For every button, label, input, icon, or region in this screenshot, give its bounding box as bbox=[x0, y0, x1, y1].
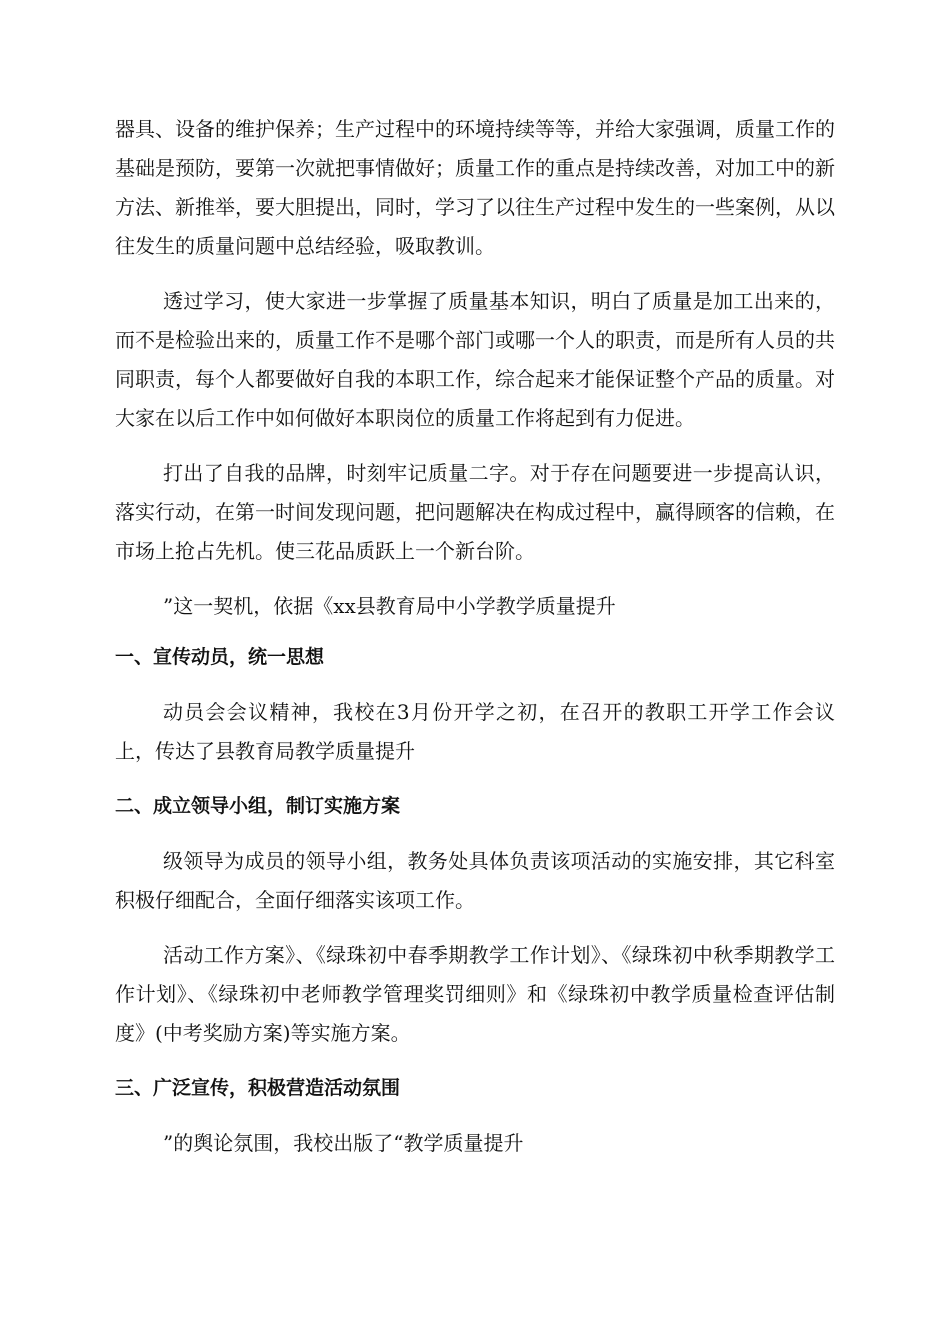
section-heading-leadership: 二、成立领导小组，制订实施方案 bbox=[115, 795, 401, 817]
paragraph-opportunity: ”这一契机，依据《xx县教育局中小学教学质量提升 bbox=[163, 594, 616, 618]
paragraph-mobilization: 动员会会议精神，我校在3月份开学之初，在召开的教职工开学工作会议上，传达了县教育局教学质量提升 bbox=[115, 700, 835, 763]
paragraph-publicity: ”的舆论氛围，我校出版了“教学质量提升 bbox=[163, 1131, 524, 1155]
document-page bbox=[115, 110, 835, 1179]
section-heading-mobilization: 一、宣传动员，统一思想 bbox=[115, 646, 325, 668]
paragraph-implementation-plans: 活动工作方案》、《绿珠初中春季期教学工作计划》、《绿珠初中秋季期教学工作计划》、《绿珠初中老师教学管理奖罚细则》和《绿珠初中教学质量检查评估制度》(中考奖励方案)等实施方案。 bbox=[115, 943, 835, 1045]
paragraph-learning-outcome: 透过学习，使大家进一步掌握了质量基本知识，明白了质量是加工出来的，而不是检验出来的，质量工作不是哪个部门或哪一个人的职责，而是所有人员的共同职责，每个人都要做好自我的本职工作，综合起来才能保证整个产品的质量。对大家在以后工作中如何做好本职岗位的质量工作将起到有力促进。 bbox=[115, 289, 835, 430]
paragraph-brand: 打出了自我的品牌，时刻牢记质量二字。对于存在问题要进一步提高认识，落实行动，在第一时间发现问题，把问题解决在构成过程中，赢得顾客的信赖，在市场上抢占先机。使三花品质跃上一个新台阶。 bbox=[115, 461, 835, 563]
section-heading-publicity: 三、广泛宣传，积极营造活动氛围 bbox=[115, 1077, 401, 1099]
paragraph-leadership-group: 级领导为成员的领导小组，教务处具体负责该项活动的实施安排，其它科室积极仔细配合，全面仔细落实该项工作。 bbox=[115, 849, 835, 912]
paragraph-quality-maintenance: 器具、设备的维护保养；生产过程中的环境持续等等，并给大家强调，质量工作的基础是预防，要第一次就把事情做好；质量工作的重点是持续改善，对加工中的新方法、新推举，要大胆提出，同时，学习了以往生产过程中发生的一些案例，从以往发生的质量问题中总结经验，吸取教训。 bbox=[115, 117, 835, 258]
